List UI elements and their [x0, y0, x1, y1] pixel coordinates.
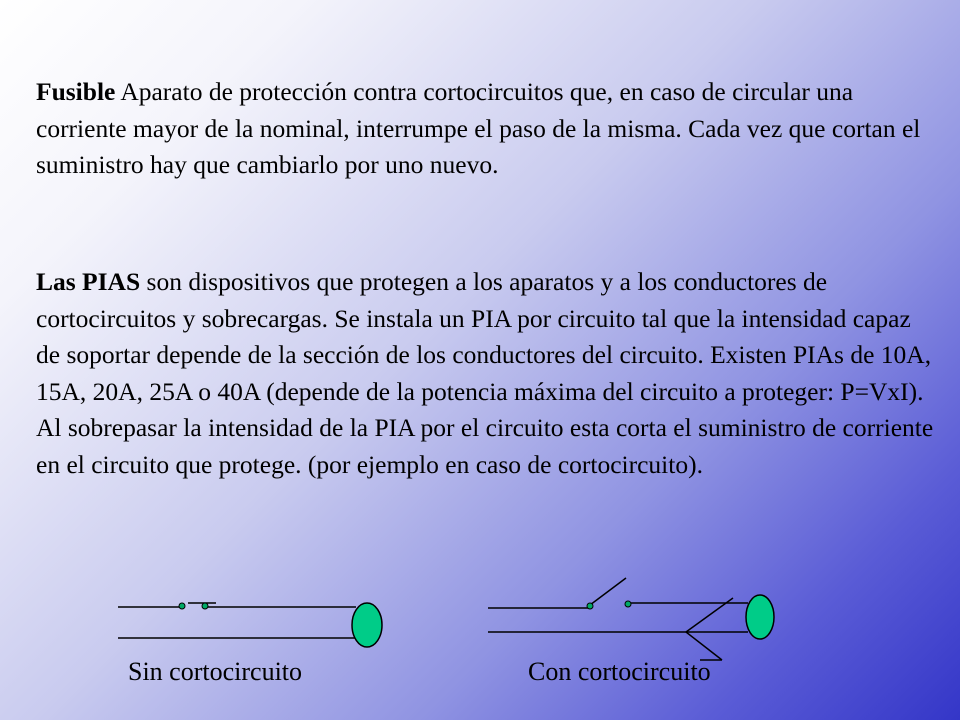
switch-node-a [587, 603, 593, 609]
pias-term: Las PIAS [36, 267, 141, 296]
caption-con-cortocircuito: Con cortocircuito [528, 657, 711, 686]
circuit-normal [118, 603, 382, 647]
load-symbol [746, 595, 774, 639]
circuit-short [488, 578, 774, 660]
switch-node-b [625, 601, 631, 607]
switch-node-a [179, 603, 185, 609]
switch-node-b [202, 603, 208, 609]
fusible-term: Fusible [36, 77, 116, 106]
pias-text: son dispositivos que protegen a los aparatos y a los conductores de cortocircuitos y sobrecargas. Se instala un PIA por circuito tal que la intensidad capaz de soportar depende de la sección de los conductores del circuito. Existen PIAs de 10A, 15A, 20A, 25A o 40A (depende de la potencia máxima del circuito a proteger: P=VxI). Al sobrepasar la intensidad de la PIA por el circuito esta corta el suministro de corriente en el circuito que protege. (por ejemplo en caso de cortocircuito). [36, 267, 934, 479]
load-symbol [352, 603, 382, 647]
switch-open-lever [590, 578, 626, 605]
fusible-text: Aparato de protección contra cortocircuitos que, en caso de circular una corriente mayor de la nominal, interrumpe el paso de la misma. Cada vez que cortan el suministro hay que cambiarlo por uno nuevo. [36, 77, 921, 179]
caption-sin-cortocircuito: Sin cortocircuito [128, 657, 303, 686]
